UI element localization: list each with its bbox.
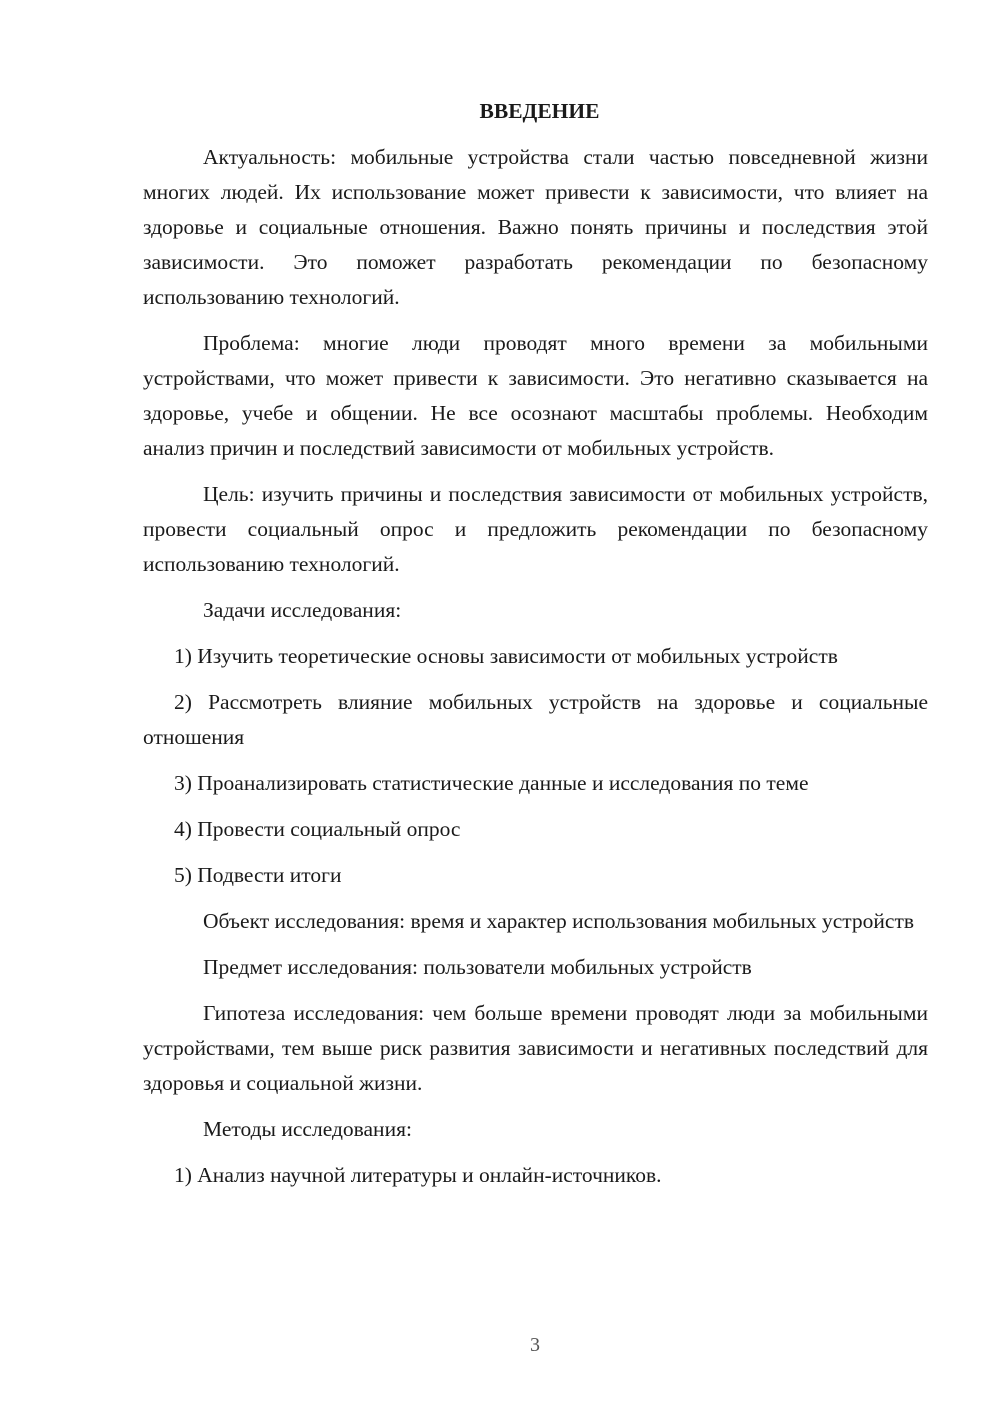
task-item-5: 5) Подвести итоги xyxy=(174,863,342,887)
method-item-1: 1) Анализ научной литературы и онлайн-источников. xyxy=(174,1163,662,1187)
tasks-heading: Задачи исследования: xyxy=(203,598,402,622)
methods-heading: Методы исследования: xyxy=(203,1117,412,1141)
hypothesis-paragraph: Гипотеза исследования: чем больше времени проводят люди за мобильными устройствами, тем выше риск развития зависимости и негативных последствий для здоровья и социальной жизни. xyxy=(143,1001,928,1095)
task-item-1: 1) Изучить теоретические основы зависимости от мобильных устройств xyxy=(174,644,838,668)
task-item-2: 2) Рассмотреть влияние мобильных устройств на здоровье и социальные отношения xyxy=(143,690,928,749)
section-title: ВВЕДЕНИЕ xyxy=(479,99,600,123)
goal-paragraph: Цель: изучить причины и последствия зависимости от мобильных устройств, провести социальный опрос и предложить рекомендации по безопасному использованию технологий. xyxy=(143,482,928,576)
document-body xyxy=(143,94,928,1204)
object-paragraph: Объект исследования: время и характер использования мобильных устройств xyxy=(203,909,914,933)
page-number: 3 xyxy=(530,1334,540,1356)
subject-paragraph: Предмет исследования: пользователи мобильных устройств xyxy=(203,955,752,979)
relevance-paragraph: Актуальность: мобильные устройства стали частью повседневной жизни многих людей. Их использование может привести к зависимости, что влияет на здоровье и социальные отношения. Важно понять причины и последствия этой зависимости. Это поможет разработать рекомендации по безопасному использованию технологий. xyxy=(143,145,928,309)
task-item-4: 4) Провести социальный опрос xyxy=(174,817,461,841)
problem-paragraph: Проблема: многие люди проводят много времени за мобильными устройствами, что может привести к зависимости. Это негативно сказывается на здоровье, учебе и общении. Не все осознают масштабы проблемы. Необходим анализ причин и последствий зависимости от мобильных устройств. xyxy=(143,331,928,460)
task-item-3: 3) Проанализировать статистические данные и исследования по теме xyxy=(174,771,809,795)
